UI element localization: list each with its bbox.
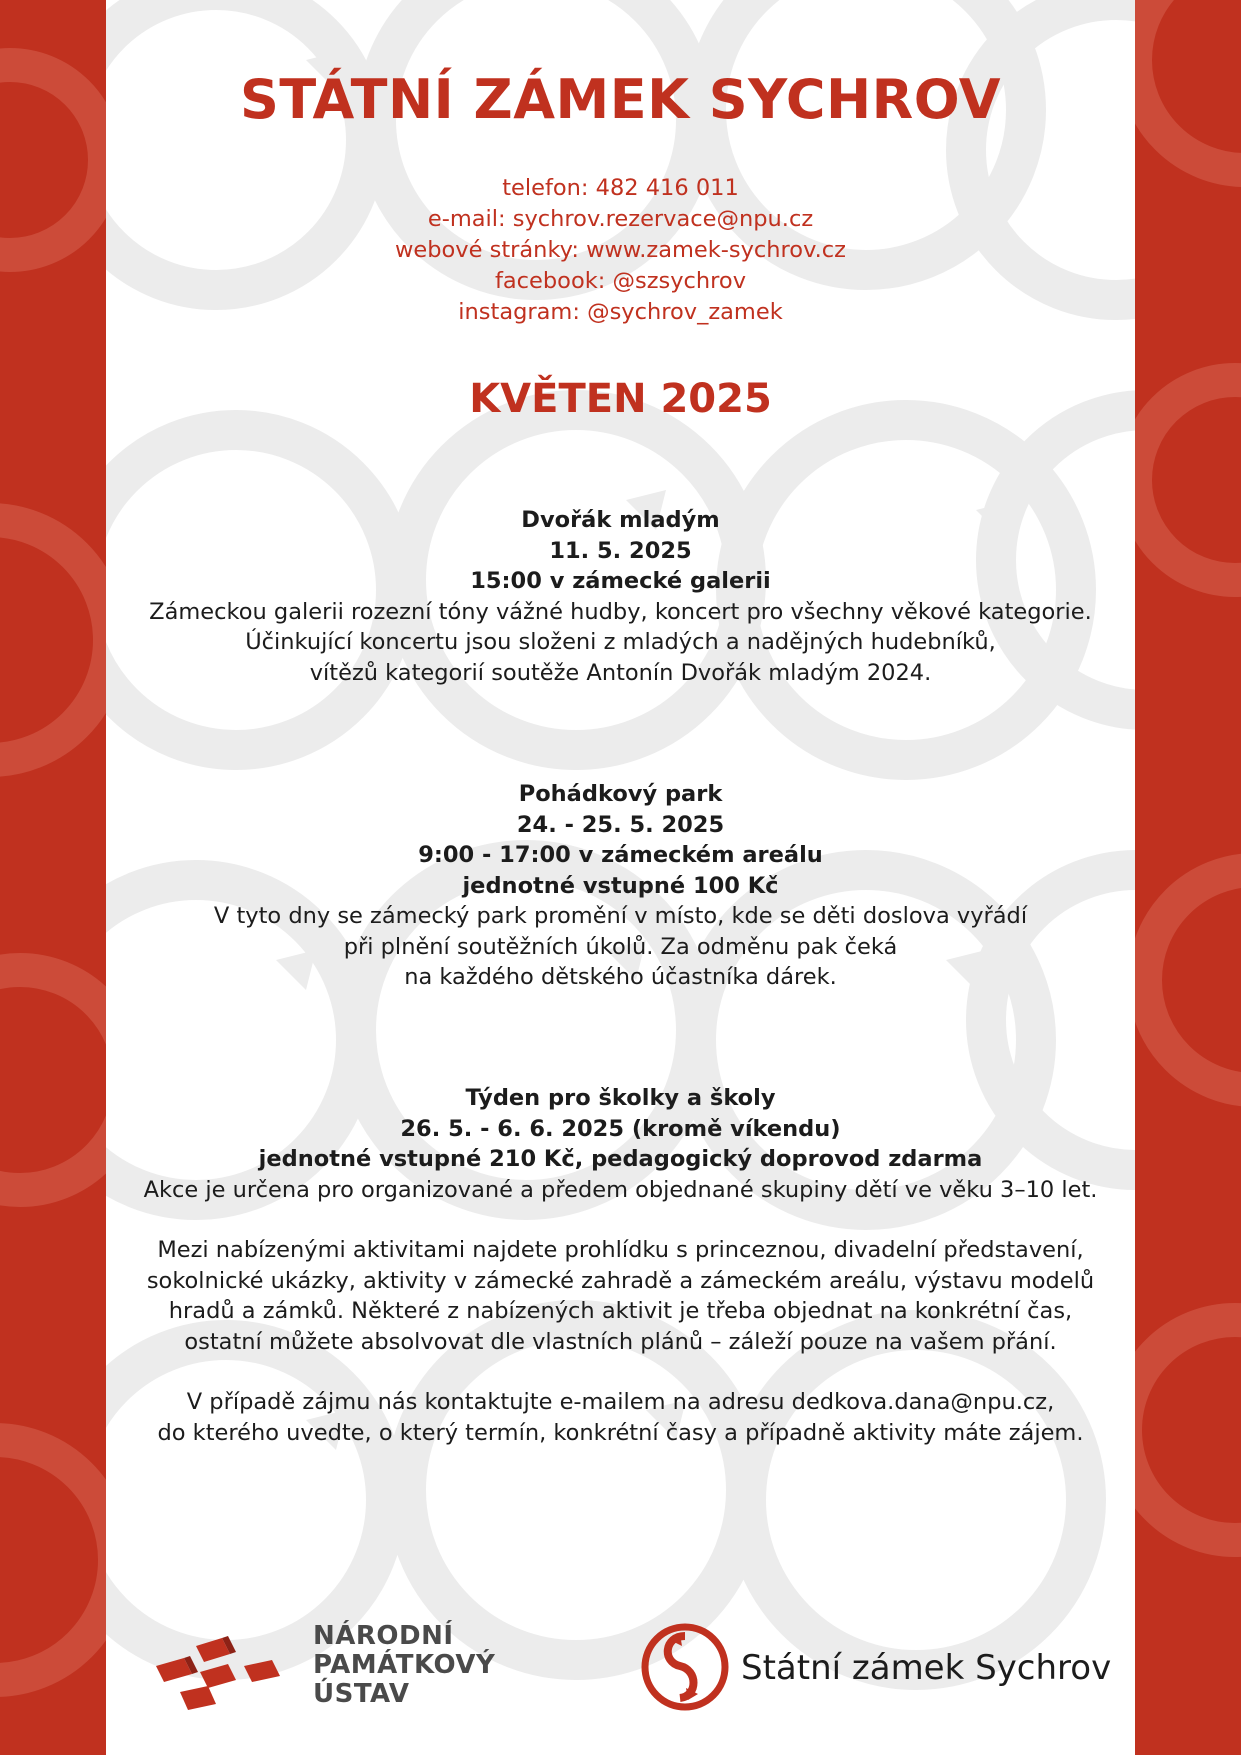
month-heading: KVĚTEN 2025 bbox=[469, 376, 772, 422]
contact-phone: telefon: 482 416 011 bbox=[502, 175, 739, 201]
event-title: Dvořák mladým bbox=[521, 507, 720, 533]
event-description-line: Zámeckou galerii rozezní tóny vážné hudby, koncert pro všechny věkové kategorie. bbox=[149, 598, 1092, 625]
event-tyden-pro-skolky bbox=[106, 1083, 1135, 1448]
paragraph-gap bbox=[106, 1205, 1135, 1235]
event-date: 24. - 25. 5. 2025 bbox=[516, 811, 725, 838]
contact-block bbox=[106, 173, 1135, 328]
band-swirl-pattern bbox=[0, 0, 106, 1755]
event-price: jednotné vstupné 100 Kč bbox=[462, 872, 779, 899]
event-description-line: V tyto dny se zámecký park promění v místo, kde se děti doslova vyřádí bbox=[213, 903, 1028, 929]
event-pohadkovy-park bbox=[106, 779, 1135, 993]
document-content bbox=[106, 0, 1135, 1755]
event-time-place: 15:00 v zámecké galerii bbox=[470, 568, 771, 594]
event-description-line: sokolnické ukázky, aktivity v zámecké zahradě a zámeckém areálu, výstavu modelů bbox=[146, 1267, 1095, 1294]
event-date: 11. 5. 2025 bbox=[549, 537, 692, 564]
event-dvorak-mladym bbox=[106, 505, 1135, 688]
event-description-line: Mezi nabízenými aktivitami najdete prohlídku s princeznou, divadelní představení, bbox=[157, 1237, 1084, 1263]
event-date: 26. 5. - 6. 6. 2025 (kromě víkendu) bbox=[400, 1115, 841, 1142]
event-time-place: 9:00 - 17:00 v zámeckém areálu bbox=[418, 842, 823, 868]
event-price: jednotné vstupné 210 Kč, pedagogický doprovod zdarma bbox=[258, 1146, 983, 1172]
contact-facebook[interactable]: facebook: @szsychrov bbox=[494, 268, 747, 294]
contact-website[interactable]: webové stránky: www.zamek-sychrov.cz bbox=[395, 237, 846, 263]
npu-logo-icon bbox=[156, 1632, 286, 1722]
footer-logos bbox=[106, 1612, 1135, 1722]
event-description-line: hradů a zámků. Některé z nabízených aktivit je třeba objednat na konkrétní čas, bbox=[168, 1298, 1073, 1324]
contact-instagram[interactable]: instagram: @sychrov_zamek bbox=[458, 299, 783, 325]
event-description-line: Účinkující koncertu jsou složeni z mladých a nadějných hudebníků, bbox=[245, 629, 996, 655]
left-red-band bbox=[0, 0, 106, 1755]
event-description-line: ostatní můžete absolvovat dle vlastních plánů – záleží pouze na vašem přání. bbox=[184, 1328, 1057, 1355]
paragraph-gap bbox=[106, 1357, 1135, 1387]
event-description-line: při plnění soutěžních úkolů. Za odměnu pak čeká bbox=[343, 933, 898, 960]
sychrov-logo-icon bbox=[640, 1622, 730, 1712]
event-title: Pohádkový park bbox=[518, 781, 723, 807]
event-description-line: Akce je určena pro organizované a předem objednané skupiny dětí ve věku 3–10 let. bbox=[143, 1176, 1098, 1203]
event-description-line: na každého dětského účastníka dárek. bbox=[404, 964, 837, 990]
contact-email[interactable]: e-mail: sychrov.rezervace@npu.cz bbox=[427, 206, 814, 232]
event-title: Týden pro školky a školy bbox=[465, 1085, 776, 1111]
event-description-line: do kterého uvedte, o který termín, konkrétní časy a případně aktivity máte zájem. bbox=[157, 1419, 1084, 1446]
npu-logo-text bbox=[313, 1622, 495, 1709]
band-swirl-pattern bbox=[1135, 0, 1241, 1755]
event-description-line[interactable]: V případě zájmu nás kontaktujte e-mailem na adresu dedkova.dana@npu.cz, bbox=[186, 1389, 1055, 1415]
npu-line: NÁRODNÍ bbox=[313, 1621, 454, 1651]
npu-line: ÚSTAV bbox=[313, 1679, 410, 1709]
castle-name-logo-text: Státní zámek Sychrov bbox=[741, 1648, 1112, 1688]
npu-line: PAMÁTKOVÝ bbox=[313, 1650, 496, 1680]
page-title: STÁTNÍ ZÁMEK SYCHROV bbox=[240, 68, 1001, 131]
right-red-band bbox=[1135, 0, 1241, 1755]
event-description-line: vítězů kategorií soutěže Antonín Dvořák mladým 2024. bbox=[309, 659, 932, 686]
